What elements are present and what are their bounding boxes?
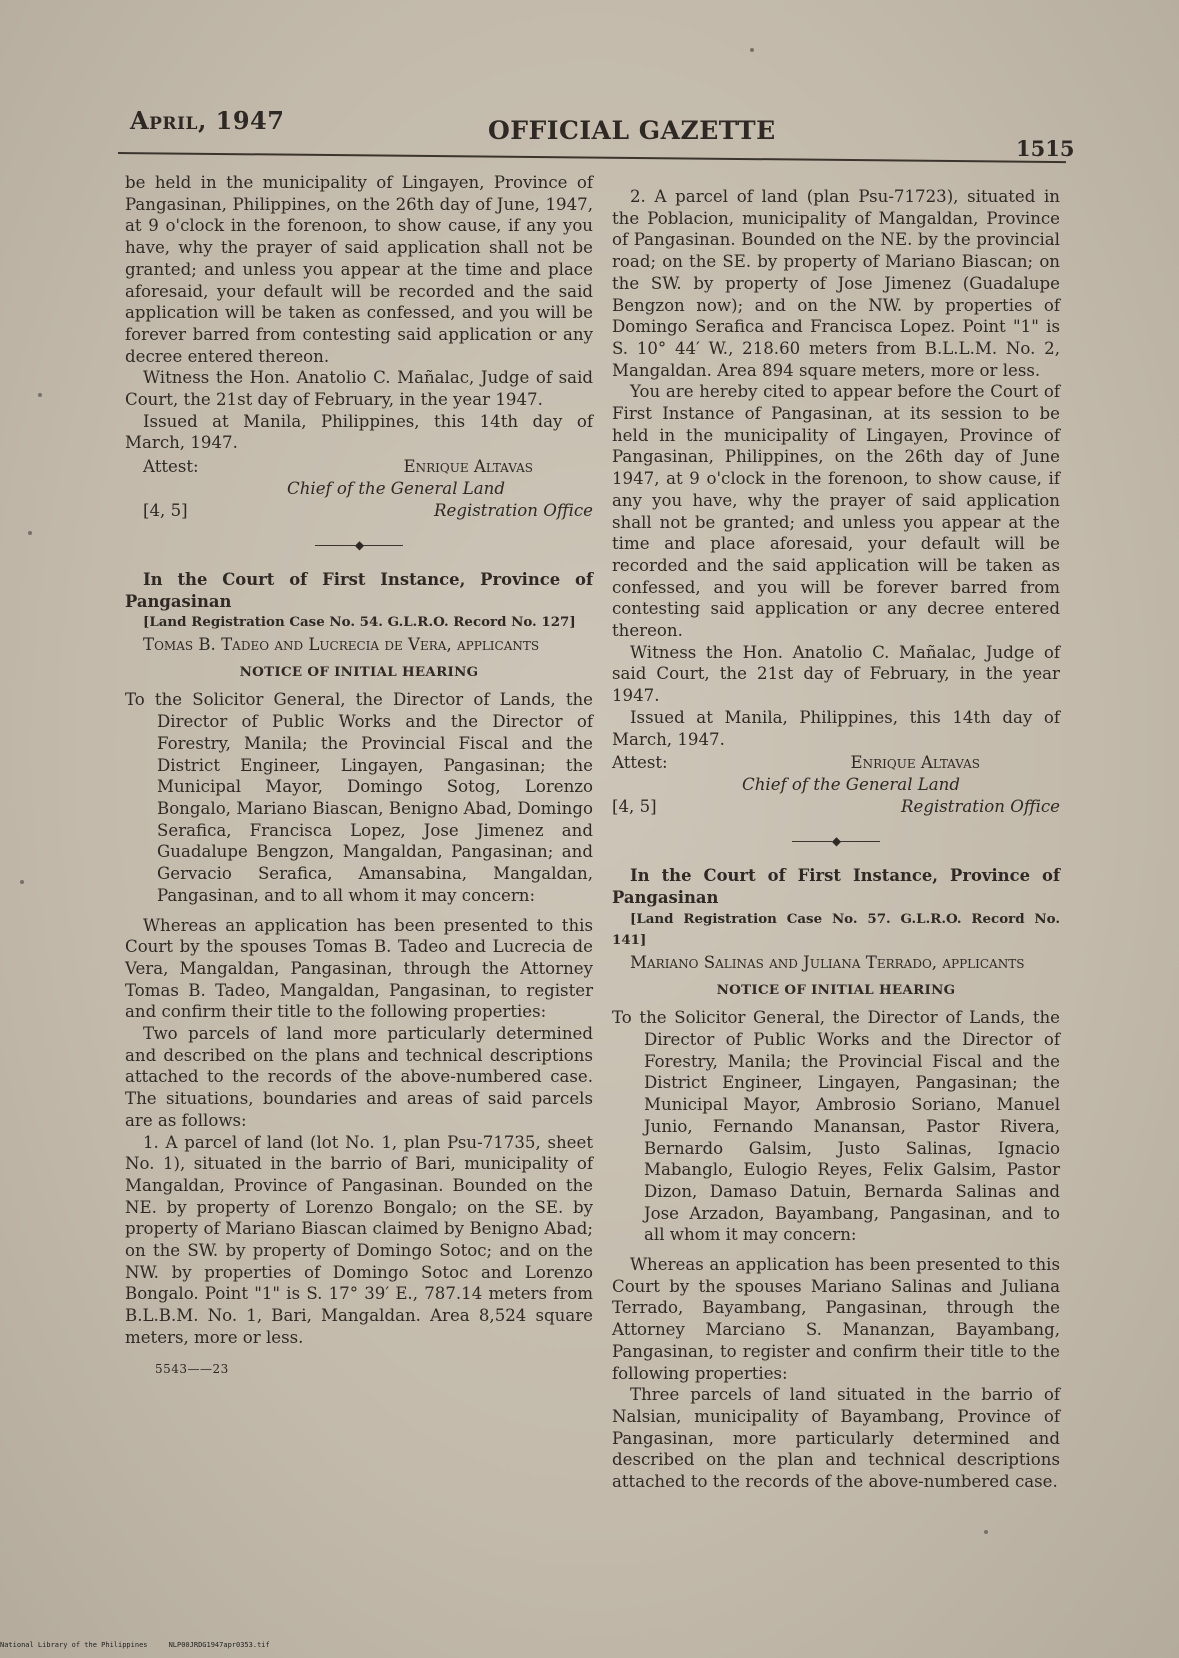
scan-footer: National Library of the Philippines NLP00JRDG1947apr0353.tif [0, 1641, 270, 1649]
header-rule [118, 152, 1066, 163]
page-number: 1515 [1016, 136, 1075, 161]
scan-speck [984, 1530, 988, 1534]
notice-title: NOTICE OF INITIAL HEARING [239, 663, 479, 680]
scan-speck [28, 531, 32, 535]
scan-speck [20, 880, 24, 884]
left-column [125, 172, 593, 1380]
court-heading: In the Court of First Instance, Province of Pangasinan [612, 866, 1060, 907]
whereas-paragraph: Whereas an application has been presented to this Court by the spouses Mariano Salinas and Juliana Terrado, Bayambang, Pangasinan, through the Attorney Marciano S. Mananzan, Bayambang, Pangasinan, to register and confirm their title to the following properties: [612, 1255, 1060, 1383]
notice-title: NOTICE OF INITIAL HEARING [716, 981, 956, 998]
signatory-title-line1: Chief of the General Land [742, 774, 960, 794]
signatory-name: Enrique Altavas [403, 457, 533, 477]
scan-speck [750, 48, 754, 52]
signatory-title-line2: Registration Office [901, 796, 1060, 816]
witness-paragraph: Witness the Hon. Anatolio C. Mañalac, Judge of said Court, the 21st day of February, in the year 1947. [612, 642, 1060, 706]
parcel-2-paragraph: 2. A parcel of land (plan Psu-71723), situated in the Poblacion, municipality of Mangaldan, Province of Pangasinan. Bounded on the NE. by the provincial road; on the SE. by property of Mariano Biascan; on the SW. by property of Jose Jimenez (Guadalupe Bengzon now); and on the NW. by properties of Domingo Serafica and Francisca Lopez. Point "1" is S. 10° 44′ W., 218.60 meters from B.L.L.M. No. 2, Mangaldan. Area 894 square meters, more or less. [612, 187, 1060, 380]
applicants-line: Tomas B. Tadeo and Lucrecia de Vera, applicants [143, 635, 540, 655]
continuation-paragraph: be held in the municipality of Lingayen, Province of Pangasinan, Philippines, on the 26th day of June, 1947, at 9 o'clock in the forenoon, to show cause, if any you have, why the prayer of said application shall not be granted; and unless you appear at the time and place aforesaid, your default will be recorded and the said application will be taken as confessed, and you will be forever barred from contesting said application or any decree entered thereon. [125, 173, 593, 366]
attest-label: Attest: [612, 753, 668, 773]
scan-speck [38, 393, 42, 397]
citation-paragraph: You are hereby cited to appear before the Court of First Instance of Pangasinan, at its session to be held in the municipality of Lingayen, Province of Pangasinan, Philippines, on the 26th day of June 1947, at 9 o'clock in the forenoon, to show cause, if any you have, why the prayer of said application shall not be granted; and unless you appear at the time and place aforesaid, your default will be recorded and the said application will be taken as confessed, and you will be forever barred from contesting said application or any decree entered thereon. [612, 382, 1060, 641]
signatory-name: Enrique Altavas [850, 753, 980, 773]
attestation-block [612, 752, 1060, 817]
whereas-paragraph: Whereas an application has been presented to this Court by the spouses Tomas B. Tadeo and Lucrecia de Vera, Mangaldan, Pangasinan, through the Attorney Tomas B. Tadeo, Mangaldan, Pangasinan, to register and confirm their title to the following properties: [125, 915, 593, 1022]
witness-paragraph: Witness the Hon. Anatolio C. Mañalac, Judge of said Court, the 21st day of February, in the year 1947. [125, 368, 593, 410]
addressees-paragraph: To the Solicitor General, the Director of Lands, the Director of Public Works and the Director of Forestry, Manila; the Provincial Fiscal and the District Engineer, Lingayen, Pangasinan; the Municipal Mayor, Domingo Sotog, Lorenzo Bongalo, Mariano Biascan, Benigno Abad, Domingo Serafica, Francisca Lopez, Jose Jimenez and Guadalupe Bengzon, Mangaldan, Pangasinan; and Gervacio Serafica, Amansabina, Mangaldan, Pangasinan, and to all whom it may concern: [125, 690, 593, 905]
issue-reference: [4, 5] [612, 796, 657, 816]
right-column [612, 186, 1060, 1493]
issue-date: April, 1947 [130, 106, 285, 135]
attestation-block [125, 456, 593, 521]
case-line: [Land Registration Case No. 54. G.L.R.O. Record No. 127] [143, 614, 576, 631]
signatory-title-line2: Registration Office [434, 500, 593, 520]
print-code: 5543——23 [155, 1361, 229, 1376]
publication-title: OFFICIAL GAZETTE [488, 116, 776, 145]
attest-label: Attest: [143, 457, 199, 477]
issue-reference: [4, 5] [143, 500, 188, 520]
addressees-paragraph: To the Solicitor General, the Director of Lands, the Director of Public Works and the Director of Forestry, Manila; the Provincial Fiscal and the District Engineer, Lingayen, Pangasinan; the Municipal Mayor, Ambrosio Soriano, Manuel Junio, Fernando Manansan, Pastor Rivera, Bernardo Galsim, Justo Salinas, Ignacio Mabanglo, Eulogio Reyes, Felix Galsim, Pastor Dizon, Damaso Datuin, Bernarda Salinas and Jose Arzadon, Bayambang, Pangasinan, and to all whom it may concern: [612, 1008, 1060, 1245]
issued-paragraph: Issued at Manila, Philippines, this 14th day of March, 1947. [125, 411, 593, 453]
section-divider: ◆ [125, 535, 593, 557]
case-line: [Land Registration Case No. 57. G.L.R.O. Record No. 141] [612, 910, 1060, 949]
signatory-title-line1: Chief of the General Land [287, 478, 505, 498]
parcels-intro-paragraph: Two parcels of land more particularly determined and described on the plans and technical descriptions attached to the records of the above-numbered case. The situations, boundaries and areas of said parcels are as follows: [125, 1024, 593, 1130]
section-divider: ◆ [612, 831, 1060, 853]
parcel-1-paragraph: 1. A parcel of land (lot No. 1, plan Psu-71735, sheet No. 1), situated in the barrio of Bari, municipality of Mangaldan, Province of Pangasinan. Bounded on the NE. by property of Lorenzo Bongalo; on the SE. by property of Mariano Biascan claimed by Benigno Abad; on the SW. by property of Domingo Sotoc; and on the NW. by properties of Domingo Sotoc and Lorenzo Bongalo. Point "1" is S. 17° 39′ E., 787.14 meters from B.L.B.M. No. 1, Bari, Mangaldan. Area 8,524 square meters, more or less. [125, 1132, 593, 1347]
court-heading: In the Court of First Instance, Province of Pangasinan [125, 569, 593, 611]
applicants-line: Mariano Salinas and Juliana Terrado, applicants [630, 952, 1025, 972]
parcels-intro-paragraph: Three parcels of land situated in the barrio of Nalsian, municipality of Bayambang, Province of Pangasinan, more particularly determined and described on the plan and technical descriptions attached to the records of the above-numbered case. [612, 1385, 1060, 1492]
issued-paragraph: Issued at Manila, Philippines, this 14th day of March, 1947. [612, 707, 1060, 749]
